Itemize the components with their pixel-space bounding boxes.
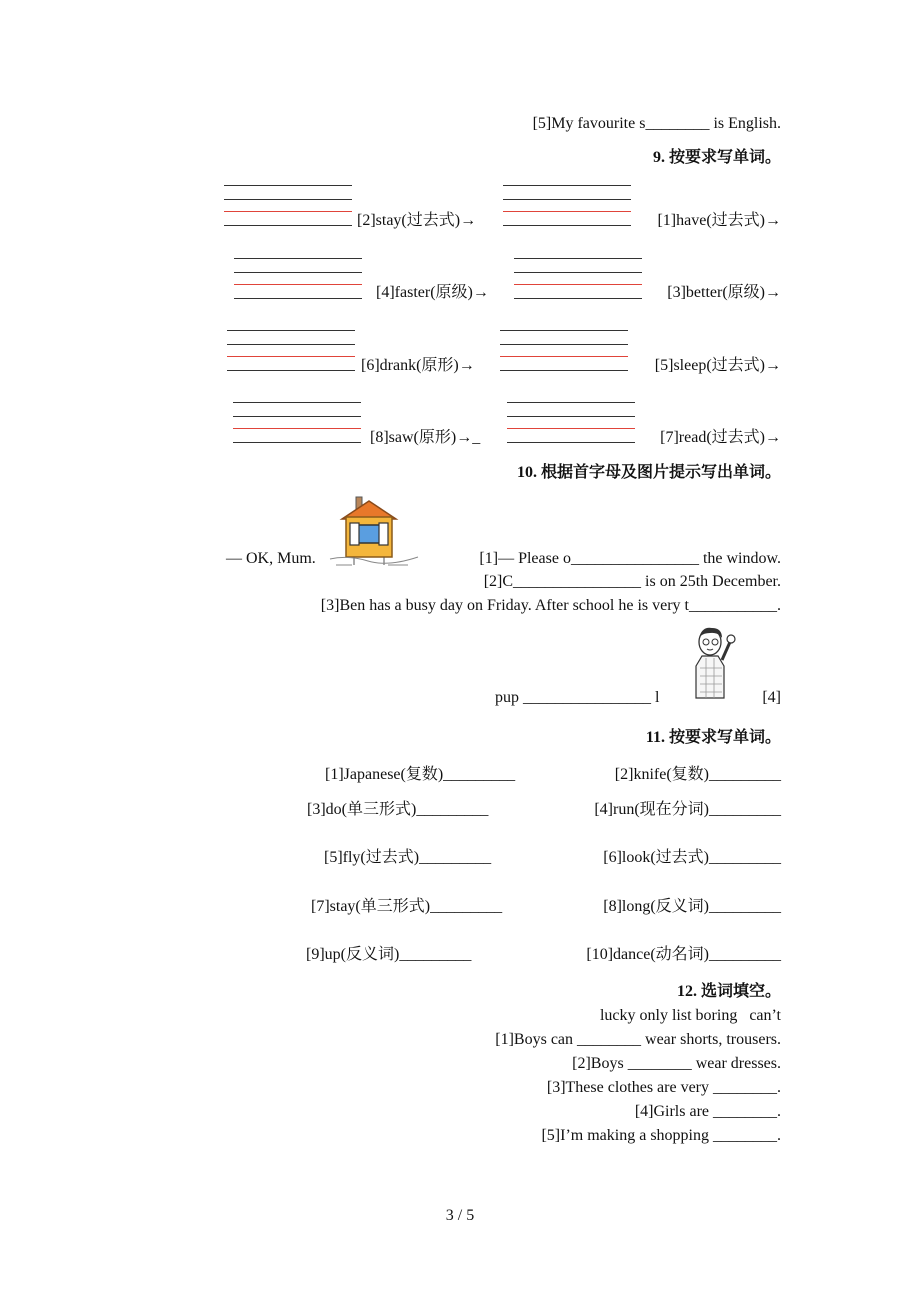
s11-q3: [3]do(单三形式)_________ (307, 801, 489, 818)
s10-q3: [3]Ben has a busy day on Friday. After school he is very t___________. (320, 597, 781, 614)
s11-q1: [1]Japanese(复数)_________ (325, 766, 516, 783)
word-bank: lucky only list boring can’t (599, 1007, 781, 1024)
s12-q3: [3]These clothes are very ________. (546, 1079, 781, 1096)
s11-q9: [9]up(反义词)_________ (306, 946, 472, 963)
writing-lines (503, 185, 631, 229)
section-9-title: 9. 按要求写单词。 (652, 149, 781, 166)
question-5-top: [5]My favourite s________ is English. (532, 115, 781, 132)
writing-lines (500, 330, 628, 374)
s9-q3: [3]better(原级)→ (667, 284, 781, 301)
s11-q8: [8]long(反义词)_________ (603, 898, 781, 915)
boy-waving-picture (688, 624, 738, 700)
house-window-picture (328, 495, 422, 567)
s10-q4-number: [4] (762, 689, 781, 706)
s12-q1: [1]Boys can ________ wear shorts, trousers. (495, 1031, 781, 1048)
s11-q10: [10]dance(动名词)_________ (586, 946, 781, 963)
s10-q1-answer: — OK, Mum. (226, 550, 316, 567)
s9-q8: [8]saw(原形)→_ (370, 429, 481, 446)
writing-lines (234, 258, 362, 302)
s11-q2: [2]knife(复数)_________ (614, 766, 781, 783)
s9-q1: [1]have(过去式)→ (657, 212, 781, 229)
s9-q4: [4]faster(原级)→ (376, 284, 489, 301)
s10-q1: [1]— Please o________________ the window. (479, 550, 781, 567)
s12-q5: [5]I’m making a shopping ________. (541, 1127, 781, 1144)
s9-q6: [6]drank(原形)→ (361, 357, 475, 374)
s10-q2: [2]C________________ is on 25th December. (483, 573, 781, 590)
page-number: 3 / 5 (445, 1207, 475, 1224)
writing-lines (227, 330, 355, 374)
section-11-title: 11. 按要求写单词。 (645, 729, 781, 746)
section-12-title: 12. 选词填空。 (676, 983, 781, 1000)
s11-q5: [5]fly(过去式)_________ (324, 849, 492, 866)
s12-q2: [2]Boys ________ wear dresses. (572, 1055, 781, 1072)
s11-q4: [4]run(现在分词)_________ (594, 801, 781, 818)
s10-q4: pup ________________ l (495, 689, 660, 706)
writing-lines (514, 258, 642, 302)
s9-q7: [7]read(过去式)→ (660, 429, 781, 446)
section-10-title: 10. 根据首字母及图片提示写出单词。 (516, 464, 781, 481)
s9-q2: [2]stay(过去式)→ (357, 212, 477, 229)
s12-q4: [4]Girls are ________. (634, 1103, 781, 1120)
writing-lines (507, 402, 635, 446)
s9-q5: [5]sleep(过去式)→ (654, 357, 781, 374)
s11-q6: [6]look(过去式)_________ (603, 849, 781, 866)
writing-lines (224, 185, 352, 229)
writing-lines (233, 402, 361, 446)
s11-q7: [7]stay(单三形式)_________ (311, 898, 503, 915)
